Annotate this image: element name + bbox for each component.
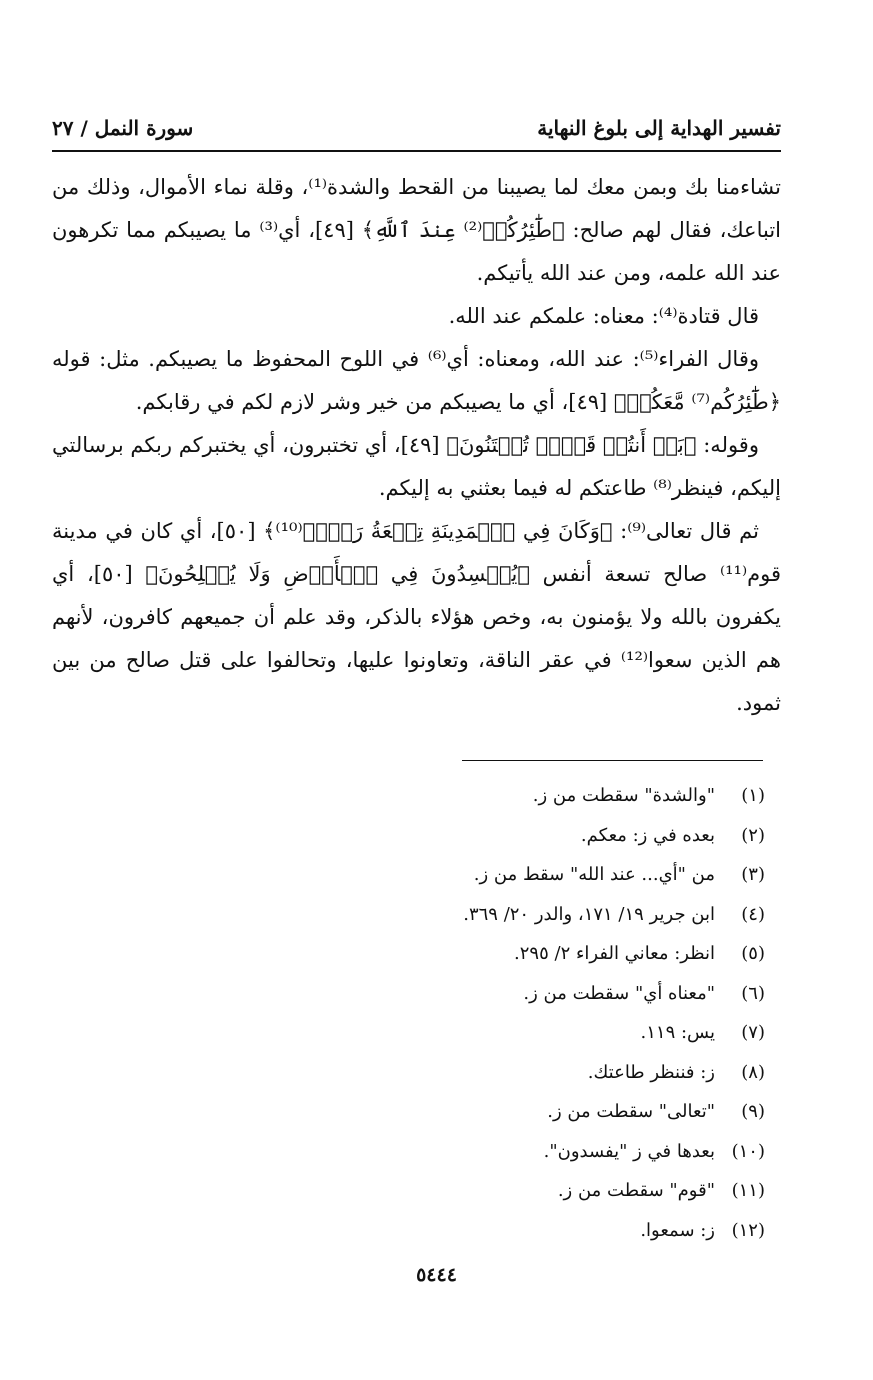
footnote [52, 895, 765, 935]
footnote-number: (٣) [741, 864, 765, 886]
footnote [52, 934, 765, 974]
footnotes-list [52, 776, 765, 1250]
surah-label: سورة النمل / ٢٧ [52, 116, 194, 140]
running-header [52, 110, 781, 146]
footnote-text: "قوم" سقطت من ز. [557, 1180, 715, 1202]
footnote-text: ز: فننظر طاعتك. [587, 1061, 715, 1083]
footnote-number: (١) [741, 785, 765, 807]
paragraph: وقوله: ﴿بَلۡ أَنتُمۡ قَوۡمٞ تُفۡتَنُونَ﴾ [٤٩]، أي تختبرون، أي يختبركم ربكم برسالتي إليكم، فينظر⁽⁸⁾ طاعتكم له فيما بعثني به إليكم. [52, 433, 781, 500]
footnote-number: (٧) [741, 1022, 765, 1044]
main-text [52, 166, 781, 725]
paragraph: وقال الفراء⁽⁵⁾: عند الله، ومعناه: أي⁽⁶⁾ في اللوح المحفوظ ما يصيبكم. مثل: قوله ﴿طَٰٓئِرُكُم⁽⁷⁾ مَّعَكُمۡ﴾ [٤٩]، أي ما يصيبكم من خير وشر لازم لكم في رقابكم. [52, 347, 781, 414]
footnote-text: "تعالى" سقطت من ز. [547, 1101, 715, 1123]
footnote [52, 816, 765, 856]
footnote [52, 1092, 765, 1132]
page-number: ٥٤٤٤ [416, 1264, 457, 1286]
footnote-number: (٢) [741, 824, 765, 846]
footnote [52, 1013, 765, 1053]
footnote-text: "معناه أي" سقطت من ز. [523, 982, 715, 1004]
footnote-text: انظر: معاني الفراء ٢/ ٢٩٥. [514, 943, 715, 965]
paragraph: قال قتادة⁽⁴⁾: معناه: علمكم عند الله. [448, 304, 759, 328]
footnote-number: (٩) [741, 1101, 765, 1123]
footnote [52, 776, 765, 816]
footnote [52, 1171, 765, 1211]
footnote-text: بعدها في ز "يفسدون". [543, 1140, 715, 1162]
footnote-number: (٤) [741, 903, 765, 925]
paragraph: تشاءمنا بك وبمن معك لما يصيبنا من القحط والشدة⁽¹⁾، وقلة نماء الأموال، وذلك من اتباعك، فقال لهم صالح: ﴿طَٰٓئِرُكُمۡ⁽²⁾ عِندَ ٱللَّهِ﴾ [٤٩]، أي⁽³⁾ ما يصيبكم مما تكرهون عند الله علمه، ومن عند الله يأتيكم. [52, 175, 781, 285]
footnote [52, 974, 765, 1014]
footnote [52, 1211, 765, 1251]
footnote-text: بعده في ز: معكم. [580, 824, 715, 846]
paragraph: ثم قال تعالى⁽⁹⁾: ﴿وَكَانَ فِي ٱلۡمَدِينَةِ تِسۡعَةُ رَهۡطٖ⁽¹⁰⁾﴾ [٥٠]، أي كان في مدينة قوم⁽¹¹⁾ صالح تسعة أنفس ﴿يُفۡسِدُونَ فِي ٱلۡأَرۡضِ وَلَا يُصۡلِحُونَ﴾ [٥٠]، أي يكفرون بالله ولا يؤمنون به، وخص هؤلاء بالذكر، وقد علم أن جميعهم كافرون، لأنهم هم الذين سعوا⁽¹²⁾ في عقر الناقة، وتعاونوا عليها، وتحالفوا على قتل صالح من بين ثمود. [52, 519, 782, 715]
footnote-text: ابن جرير ١٩/ ١٧١، والدر ٢٠/ ٣٦٩. [463, 903, 715, 925]
footnote-number: (١٠) [731, 1140, 765, 1162]
footnote-text: يس: ١١٩. [640, 1022, 715, 1044]
footnote [52, 1132, 765, 1172]
footnote-text: "والشدة" سقطت من ز. [532, 785, 715, 807]
footnote [52, 855, 765, 895]
book-title: تفسير الهداية إلى بلوغ النهاية [537, 116, 781, 140]
footnote-number: (٨) [741, 1061, 765, 1083]
footnote-divider [462, 760, 763, 761]
footnote-number: (٦) [741, 982, 765, 1004]
header-divider [52, 150, 781, 152]
footnote-text: ز: سمعوا. [640, 1219, 715, 1241]
footnote-number: (١٢) [731, 1219, 765, 1241]
footnote [52, 1053, 765, 1093]
footnote-text: من "أي... عند الله" سقط من ز. [473, 864, 715, 886]
footnote-number: (١١) [731, 1180, 765, 1202]
footnote-number: (٥) [741, 943, 765, 965]
